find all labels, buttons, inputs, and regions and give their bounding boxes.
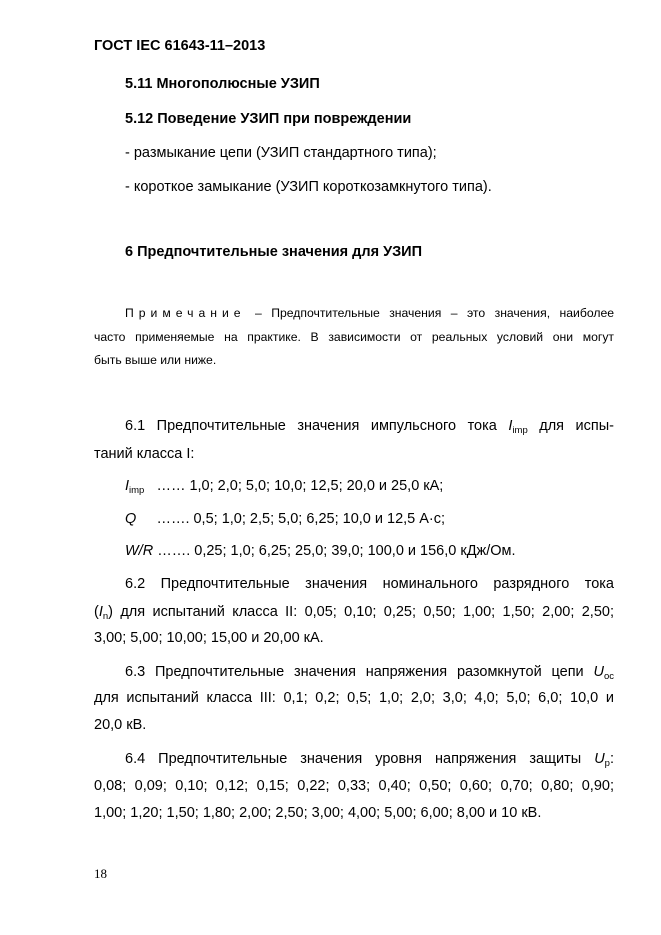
paragraph-6-3-line: для испытаний класса III: 0,1; 0,2; 0,5; 1,0; 2,0; 3,0; 4,0; 5,0; 6,0; 10,0 и <box>94 690 614 706</box>
paragraph-6-4-line: 0,08; 0,09; 0,10; 0,12; 0,15; 0,22; 0,33; 0,40; 0,50; 0,60; 0,70; 0,80; 0,90; <box>94 778 614 794</box>
paragraph-6-1-line: 6.1 Предпочтительные значения импульсного тока $I_{imp}$ для испы- <box>125 418 615 436</box>
current-symbol: I <box>508 418 513 434</box>
value-row-iimp: $I_{imp}$ …… 1,0; 2,0; 5,0; 10,0; 12,5; 20,0 и 25,0 кА; <box>125 478 444 496</box>
note-label: Примечание <box>125 306 246 320</box>
paragraph-6-3-line: 6.3 Предпочтительные значения напряжения разомкнутой цепи $U_{oc}$ <box>125 664 615 682</box>
section-5-12-title: 5.12 Поведение УЗИП при повреждении <box>125 111 412 127</box>
note-line: быть выше или ниже. <box>94 353 217 367</box>
paragraph-6-3-line: 20,0 кВ. <box>94 717 147 733</box>
section-6-title: 6 Предпочтительные значения для УЗИП <box>125 244 423 260</box>
list-item: - размыкание цепи (УЗИП стандартного типа); <box>125 145 437 161</box>
paragraph-6-2-line: $(I_n)$ для испытаний класса II: 0,05; 0,10; 0,25; 0,50; 1,00; 1,50; 2,00; 2,50; <box>94 604 614 622</box>
note-line: часто применяемые на практике. В зависимости от реальных условий они могут <box>94 330 614 344</box>
page-number: 18 <box>94 866 107 881</box>
note-line <box>125 306 614 320</box>
paragraph-6-1-line: таний класса I: <box>94 446 195 462</box>
value-row-q: Q ……. 0,5; 1,0; 2,5; 5,0; 6,25; 10,0 и 12,5 А·с; <box>125 511 446 527</box>
paragraph-6-2-line: 3,00; 5,00; 10,00; 15,00 и 20,00 кА. <box>94 630 324 646</box>
paragraph-6-2-line: 6.2 Предпочтительные значения номинального разрядного тока <box>125 576 614 592</box>
paragraph-6-4-line: 6.4 Предпочтительные значения уровня напряжения защиты $U_p$: <box>125 751 614 769</box>
section-5-11-title: 5.11 Многополюсные УЗИП <box>125 76 320 92</box>
paragraph-6-4-line: 1,00; 1,20; 1,50; 1,80; 2,00; 2,50; 3,00; 4,00; 5,00; 6,00; 8,00 и 10 кВ. <box>94 805 542 821</box>
list-item: - короткое замыкание (УЗИП короткозамкнутого типа). <box>125 179 492 195</box>
document-header: ГОСТ IEC 61643-11–2013 <box>94 38 266 54</box>
note-text: – Предпочтительные значения – это значения, наиболее <box>255 306 614 320</box>
value-row-wr: W/R ……. 0,25; 1,0; 6,25; 25,0; 39,0; 100,0 и 156,0 кДж/Ом. <box>125 543 516 559</box>
